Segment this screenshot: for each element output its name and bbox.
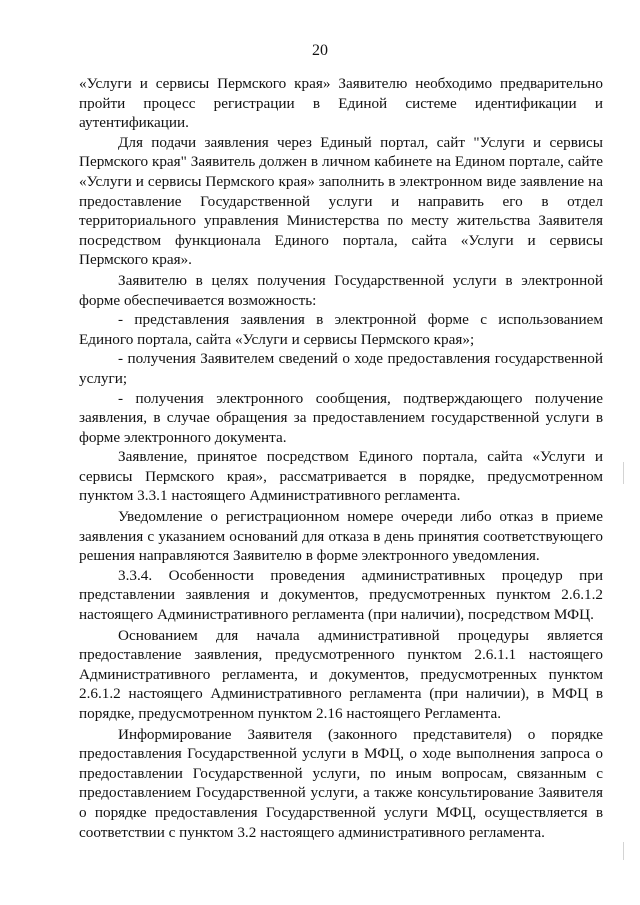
paragraph-registration-requirement: «Услуги и сервисы Пермского края» Заявителю необходимо предварительно пройти процесс регистрации в Единой системе идентификации и аутентификации. <box>79 75 603 132</box>
paragraph-procedure-basis: Основанием для начала административной процедуры является предоставление заявления, предусмотренного пунктом 2.6.1.1 настоящего Административного регламента, и документов, предусмотренных пунктом 2.6.1.2 настоящего Административного регламента (при наличии), в МФЦ в порядке, предусмотренном пунктом 2.16 настоящего Регламента. <box>79 626 603 722</box>
list-item-status-information: - получения Заявителем сведений о ходе предоставления государственной услуги; <box>79 350 603 387</box>
paragraph-queue-notification: Уведомление о регистрационном номере очереди либо отказ в приеме заявления с указанием оснований для отказа в день принятия соответствующего решения направляются Заявителю в форме электронного уведомления. <box>79 508 603 565</box>
scan-edge-mark <box>623 842 624 860</box>
list-item-confirmation-message: - получения электронного сообщения, подтверждающего получение заявления, в случае обращения за предоставлением государственной услуги в форме электронного документа. <box>79 389 603 446</box>
scan-edge-mark <box>623 462 624 484</box>
paragraph-application-review: Заявление, принятое посредством Единого портала, сайта «Услуги и сервисы Пермского края», рассматривается в порядке, предусмотренном пунктом 3.3.1 настоящего Административного регламента. <box>79 448 603 505</box>
section-heading-3-3-4: 3.3.4. Особенности проведения административных процедур при представлении заявления и документов, предусмотренных пунктом 2.6.1.2 настоящего Административного регламента (при наличии), посредством МФЦ. <box>79 566 603 624</box>
paragraph-electronic-capabilities: Заявителю в целях получения Государственной услуги в электронной форме обеспечивается возможность: <box>79 271 603 309</box>
page-number: 20 <box>312 42 328 59</box>
list-item-electronic-application: - представления заявления в электронной форме с использованием Единого портала, сайта «Услуги и сервисы Пермского края»; <box>79 311 603 348</box>
document-body <box>79 74 603 842</box>
paragraph-application-submission: Для подачи заявления через Единый портал, сайт "Услуги и сервисы Пермского края" Заявитель должен в личном кабинете на Едином портале, сайте «Услуги и сервисы Пермского края» заполнить в электронном виде заявление на предоставление Государственной услуги и направить его в отдел территориального управления Министерства по месту жительства Заявителя посредством функционала Единого портала, сайта «Услуги и сервисы Пермского края». <box>79 133 603 269</box>
paragraph-mfc-informing: Информирование Заявителя (законного представителя) о порядке предоставления Государственной услуги в МФЦ, о ходе выполнения запроса о предоставлении Государственной услуги, по иным вопросам, связанным с предоставлением Государственной услуги, а также консультирование Заявителя о порядке предоставления Государственной услуги МФЦ, осуществляется в соответствии с пунктом 3.2 настоящего административного регламента. <box>79 725 603 841</box>
